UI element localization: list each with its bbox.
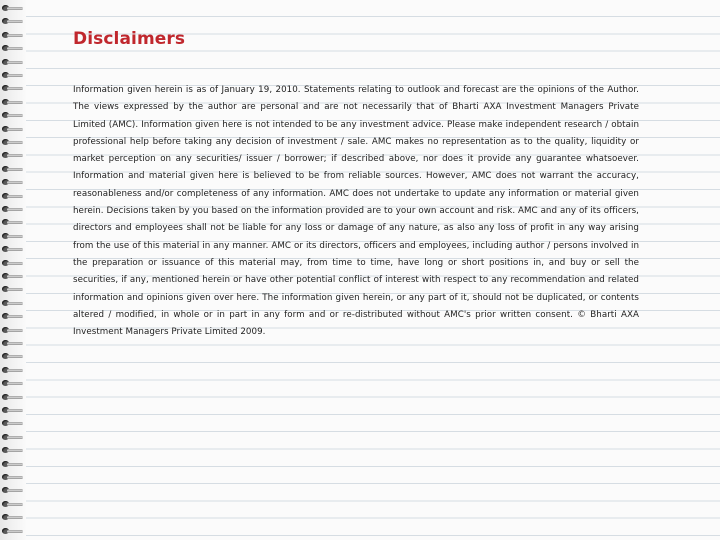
binding-coil bbox=[7, 47, 23, 50]
spiral-ring bbox=[1, 406, 23, 415]
spiral-ring bbox=[1, 393, 23, 402]
binding-coil bbox=[7, 87, 23, 90]
binding-coil bbox=[7, 530, 23, 533]
binding-coil bbox=[7, 181, 23, 184]
binding-coil bbox=[7, 101, 23, 104]
spiral-ring bbox=[1, 218, 23, 227]
spiral-ring bbox=[1, 259, 23, 268]
spiral-ring bbox=[1, 245, 23, 254]
spiral-ring bbox=[1, 486, 23, 495]
spiral-ring bbox=[1, 125, 23, 134]
binding-coil bbox=[7, 7, 23, 10]
spiral-ring bbox=[1, 312, 23, 321]
spiral-ring bbox=[1, 339, 23, 348]
binding-coil bbox=[7, 516, 23, 519]
spiral-ring bbox=[1, 299, 23, 308]
binding-coil bbox=[7, 329, 23, 332]
binding-coil bbox=[7, 235, 23, 238]
binding-coil bbox=[7, 288, 23, 291]
binding-coil bbox=[7, 262, 23, 265]
binding-coil bbox=[7, 369, 23, 372]
binding-coil bbox=[7, 382, 23, 385]
spiral-ring bbox=[1, 138, 23, 147]
spiral-ring bbox=[1, 17, 23, 26]
spiral-ring bbox=[1, 527, 23, 536]
binding-coil bbox=[7, 302, 23, 305]
spiral-ring bbox=[1, 4, 23, 13]
spiral-ring bbox=[1, 71, 23, 80]
spiral-ring bbox=[1, 151, 23, 160]
binding-coil bbox=[7, 208, 23, 211]
binding-coil bbox=[7, 422, 23, 425]
spiral-ring bbox=[1, 419, 23, 428]
binding-coil bbox=[7, 141, 23, 144]
binding-coil bbox=[7, 154, 23, 157]
spiral-ring bbox=[1, 366, 23, 375]
binding-coil bbox=[7, 195, 23, 198]
binding-coil bbox=[7, 489, 23, 492]
binding-coil bbox=[7, 20, 23, 23]
spiral-ring bbox=[1, 272, 23, 281]
binding-coil bbox=[7, 315, 23, 318]
spiral-ring bbox=[1, 84, 23, 93]
spiral-ring bbox=[1, 31, 23, 40]
spiral-ring bbox=[1, 285, 23, 294]
spiral-ring bbox=[1, 178, 23, 187]
spiral-ring bbox=[1, 326, 23, 335]
binding-coil bbox=[7, 168, 23, 171]
spiral-ring bbox=[1, 460, 23, 469]
spiral-binding bbox=[0, 0, 26, 540]
binding-coil bbox=[7, 221, 23, 224]
binding-coil bbox=[7, 463, 23, 466]
spiral-ring bbox=[1, 232, 23, 241]
spiral-ring bbox=[1, 205, 23, 214]
binding-coil bbox=[7, 476, 23, 479]
binding-coil bbox=[7, 275, 23, 278]
spiral-ring bbox=[1, 513, 23, 522]
spiral-ring bbox=[1, 44, 23, 53]
binding-coil bbox=[7, 128, 23, 131]
binding-coil bbox=[7, 409, 23, 412]
spiral-ring bbox=[1, 111, 23, 120]
binding-coil bbox=[7, 436, 23, 439]
spiral-ring bbox=[1, 473, 23, 482]
binding-coil bbox=[7, 61, 23, 64]
page-title: Disclaimers bbox=[73, 29, 186, 49]
binding-coil bbox=[7, 74, 23, 77]
spiral-ring bbox=[1, 433, 23, 442]
binding-coil bbox=[7, 248, 23, 251]
spiral-ring bbox=[1, 98, 23, 107]
spiral-ring bbox=[1, 192, 23, 201]
disclaimer-text: Information given herein is as of January 19, 2010. Statements relating to outlook and forecast are the opinions of the Author. The views expressed by the author are personal and are not necessarily that of Bharti AXA Investment Managers Private Limited (AMC). Information given here is not intended to be any investment advice. Please make independent research / obtain professional help before taking any decision of investment / sale. AMC makes no representation as to the quality, liquidity or market perception on any securities/ issuer / borrower; if described above, nor does it provide any guarantee whatsoever. Information and material given here is believed to be from reliable sources. However, AMC does not warrant the accuracy, reasonableness and/or completeness of any information. AMC does not undertake to update any information or material given herein. Decisions taken by you based on the information provided are to your own account and risk. AMC and any of its officers, directors and employees shall not be liable for any loss or damage of any nature, as also any loss of profit in any way arising from the use of this material in any manner. AMC or its directors, officers and employees, including author / persons involved in the preparation or issuance of this material may, from time to time, have long or short positions in, and buy or sell the securities, if any, mentioned herein or have other potential conflict of interest with respect to any recommendation and related information and opinions given over here. The information given herein, or any part of it, should not be duplicated, or contents altered / modified, in whole or in part in any form and or re-distributed without AMC's prior written consent. © Bharti AXA Investment Managers Private Limited 2009. bbox=[73, 85, 639, 338]
spiral-ring bbox=[1, 446, 23, 455]
binding-coil bbox=[7, 449, 23, 452]
binding-coil bbox=[7, 34, 23, 37]
spiral-ring bbox=[1, 165, 23, 174]
binding-coil bbox=[7, 342, 23, 345]
spiral-ring bbox=[1, 58, 23, 67]
spiral-ring bbox=[1, 379, 23, 388]
binding-coil bbox=[7, 114, 23, 117]
spiral-ring bbox=[1, 500, 23, 509]
binding-coil bbox=[7, 396, 23, 399]
spiral-ring bbox=[1, 352, 23, 361]
binding-coil bbox=[7, 355, 23, 358]
binding-coil bbox=[7, 503, 23, 506]
